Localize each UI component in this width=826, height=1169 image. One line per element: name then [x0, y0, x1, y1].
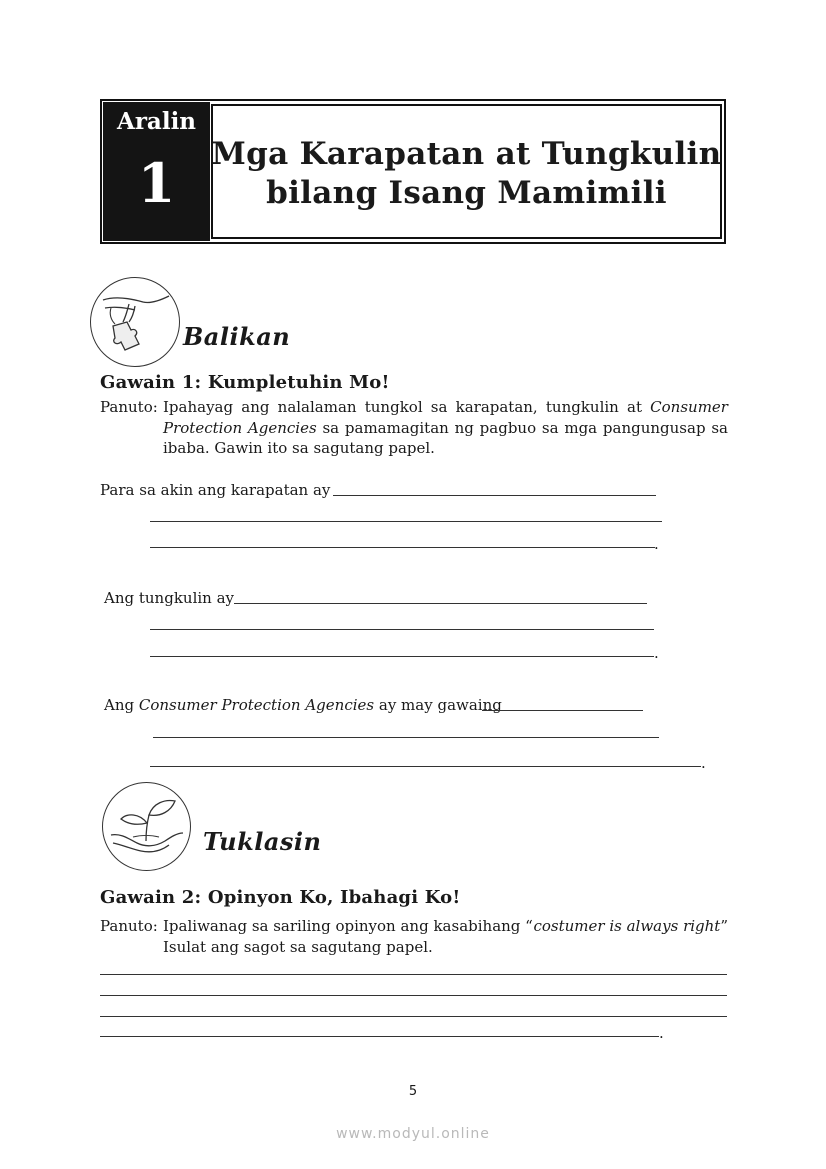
answer-line[interactable]	[482, 710, 643, 711]
answer-line[interactable]	[234, 603, 647, 604]
instruction-label: Panuto:	[100, 917, 158, 935]
answer-line[interactable]	[100, 1016, 727, 1017]
hand-puzzle-piece-icon	[90, 277, 180, 367]
period: .	[701, 754, 706, 772]
page-number: 5	[408, 1084, 418, 1099]
period: .	[654, 644, 659, 662]
instruction-label: Panuto:	[100, 398, 158, 416]
gawain-2-title: Gawain 2: Opinyon Ko, Ibahagi Ko!	[100, 887, 461, 908]
balikan-heading: Balikan	[183, 322, 291, 351]
lesson-title-line-2: bilang Isang Mamimili	[266, 175, 667, 211]
answer-line[interactable]	[150, 766, 701, 767]
gawain-1-instruction	[100, 397, 728, 459]
lesson-title-line-1: Mga Karapatan at Tungkulin	[211, 136, 722, 172]
answer-line[interactable]	[153, 737, 659, 738]
instruction-line-2: Isulat ang sagot sa sagutang papel.	[163, 937, 433, 956]
gawain-2-instruction	[100, 916, 728, 957]
answer-line[interactable]	[333, 495, 656, 496]
instruction-text: Ipahayag ang nalalaman tungkol sa karapatan, tungkulin at Consumer Protection Agencies sa pamamagitan ng pagbuo sa mga pangungusap sa ibaba. Gawin ito sa sagutang papel.	[163, 398, 728, 457]
tuklasin-heading: Tuklasin	[203, 827, 322, 856]
prompt-tungkulin: Ang tungkulin ay	[104, 589, 235, 607]
hands-holding-plant-icon	[102, 782, 191, 871]
answer-line[interactable]	[150, 629, 654, 630]
prompt-karapatan: Para sa akin ang karapatan ay	[100, 481, 331, 499]
lesson-label: Aralin	[116, 108, 197, 135]
period: .	[659, 1024, 664, 1042]
answer-line[interactable]	[150, 521, 662, 522]
answer-line[interactable]	[150, 656, 654, 657]
gawain-1-title: Gawain 1: Kumpletuhin Mo!	[100, 372, 390, 393]
answer-line[interactable]	[150, 547, 655, 548]
lesson-number: 1	[137, 151, 176, 215]
answer-line[interactable]	[100, 1036, 659, 1037]
answer-line[interactable]	[100, 995, 727, 996]
instruction-text: Ipaliwanag sa sariling opinyon ang kasabihang “ costumer is always right”	[163, 917, 728, 935]
watermark: www.modyul.online	[336, 1126, 490, 1142]
period: .	[654, 535, 659, 553]
prompt-consumer-agencies: Ang Consumer Protection Agencies ay may gawaing	[104, 696, 502, 714]
answer-line[interactable]	[100, 974, 727, 975]
